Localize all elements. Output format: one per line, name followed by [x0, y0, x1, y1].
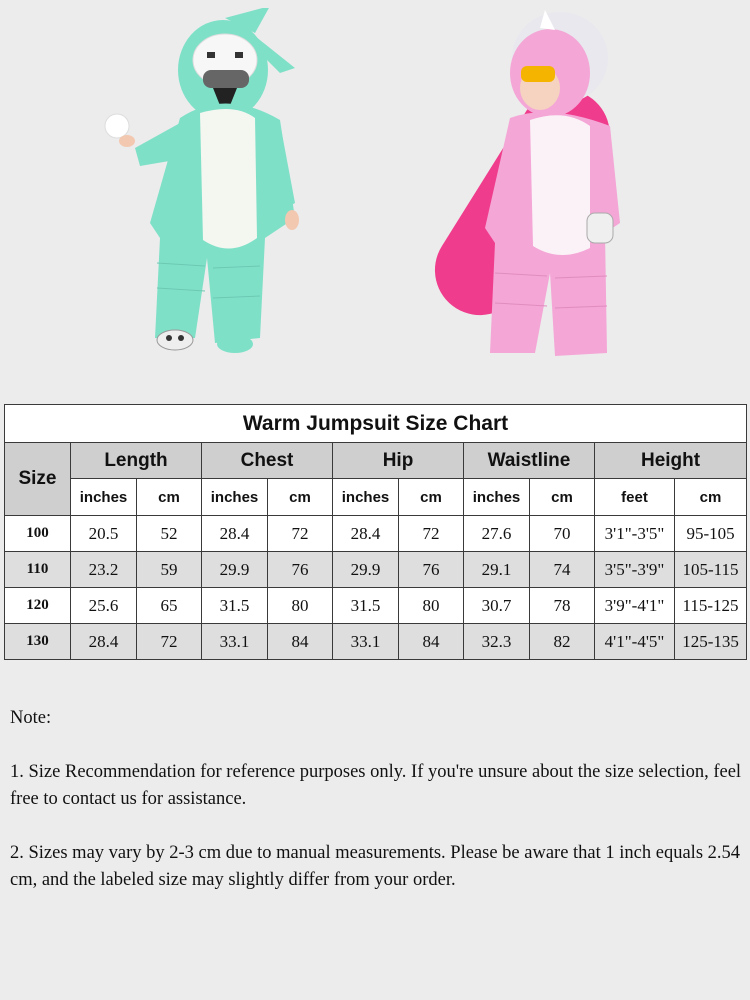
size-chart-title: Warm Jumpsuit Size Chart [5, 405, 747, 443]
table-cell: 74 [530, 552, 595, 588]
table-cell: 3'5"-3'9" [595, 552, 675, 588]
table-cell: 25.6 [71, 588, 137, 624]
table-cell: 70 [530, 516, 595, 552]
size-cell: 100 [5, 516, 71, 552]
unit-header: cm [675, 479, 747, 516]
table-cell: 72 [137, 624, 202, 660]
table-cell: 33.1 [202, 624, 268, 660]
unit-header: cm [399, 479, 464, 516]
table-cell: 59 [137, 552, 202, 588]
table-cell: 76 [268, 552, 333, 588]
table-cell: 27.6 [464, 516, 530, 552]
product-photos [0, 0, 750, 395]
table-cell: 23.2 [71, 552, 137, 588]
table-cell: 28.4 [333, 516, 399, 552]
table-cell: 65 [137, 588, 202, 624]
table-cell: 84 [399, 624, 464, 660]
table-cell: 32.3 [464, 624, 530, 660]
unit-header: inches [464, 479, 530, 516]
unit-header: inches [71, 479, 137, 516]
group-header-length: Length [71, 443, 202, 479]
table-cell: 82 [530, 624, 595, 660]
unit-header: inches [333, 479, 399, 516]
unit-header: cm [137, 479, 202, 516]
unit-header: inches [202, 479, 268, 516]
table-cell: 29.1 [464, 552, 530, 588]
table-cell: 30.7 [464, 588, 530, 624]
notes-section [10, 705, 745, 921]
table-cell: 72 [268, 516, 333, 552]
size-chart-table [4, 404, 747, 660]
table-cell: 31.5 [202, 588, 268, 624]
table-cell: 105-115 [675, 552, 747, 588]
table-cell: 76 [399, 552, 464, 588]
table-cell: 125-135 [675, 624, 747, 660]
table-cell: 95-105 [675, 516, 747, 552]
table-row [5, 516, 747, 552]
table-cell: 115-125 [675, 588, 747, 624]
table-row [5, 552, 747, 588]
table-cell: 20.5 [71, 516, 137, 552]
table-cell: 80 [268, 588, 333, 624]
table-cell: 3'1"-3'5" [595, 516, 675, 552]
note-item-1: 1. Size Recommendation for reference purposes only. If you're unsure about the size selection, feel free to contact us for assistance. [10, 762, 742, 809]
table-row [5, 588, 747, 624]
table-cell: 28.4 [202, 516, 268, 552]
group-header-waistline: Waistline [464, 443, 595, 479]
note-item-2: 2. Sizes may vary by 2-3 cm due to manual measurements. Please be aware that 1 inch equals 2.54 cm, and the labeled size may slightly differ from your order. [10, 843, 741, 890]
group-header-chest: Chest [202, 443, 333, 479]
table-cell: 29.9 [333, 552, 399, 588]
table-cell: 78 [530, 588, 595, 624]
table-cell: 4'1"-4'5" [595, 624, 675, 660]
group-header-height: Height [595, 443, 747, 479]
notes-heading: Note: [10, 708, 52, 728]
table-cell: 72 [399, 516, 464, 552]
group-header-hip: Hip [333, 443, 464, 479]
table-cell: 28.4 [71, 624, 137, 660]
pink-jumpsuit-photo [425, 8, 650, 363]
size-column-header: Size [5, 443, 71, 516]
size-cell: 110 [5, 552, 71, 588]
table-cell: 29.9 [202, 552, 268, 588]
table-cell: 3'9"-4'1" [595, 588, 675, 624]
unit-header: cm [268, 479, 333, 516]
table-row [5, 624, 747, 660]
table-cell: 84 [268, 624, 333, 660]
table-cell: 33.1 [333, 624, 399, 660]
size-cell: 130 [5, 624, 71, 660]
size-cell: 120 [5, 588, 71, 624]
unit-header: feet [595, 479, 675, 516]
table-cell: 80 [399, 588, 464, 624]
table-cell: 31.5 [333, 588, 399, 624]
mint-jumpsuit-photo [95, 8, 315, 353]
table-cell: 52 [137, 516, 202, 552]
unit-header: cm [530, 479, 595, 516]
